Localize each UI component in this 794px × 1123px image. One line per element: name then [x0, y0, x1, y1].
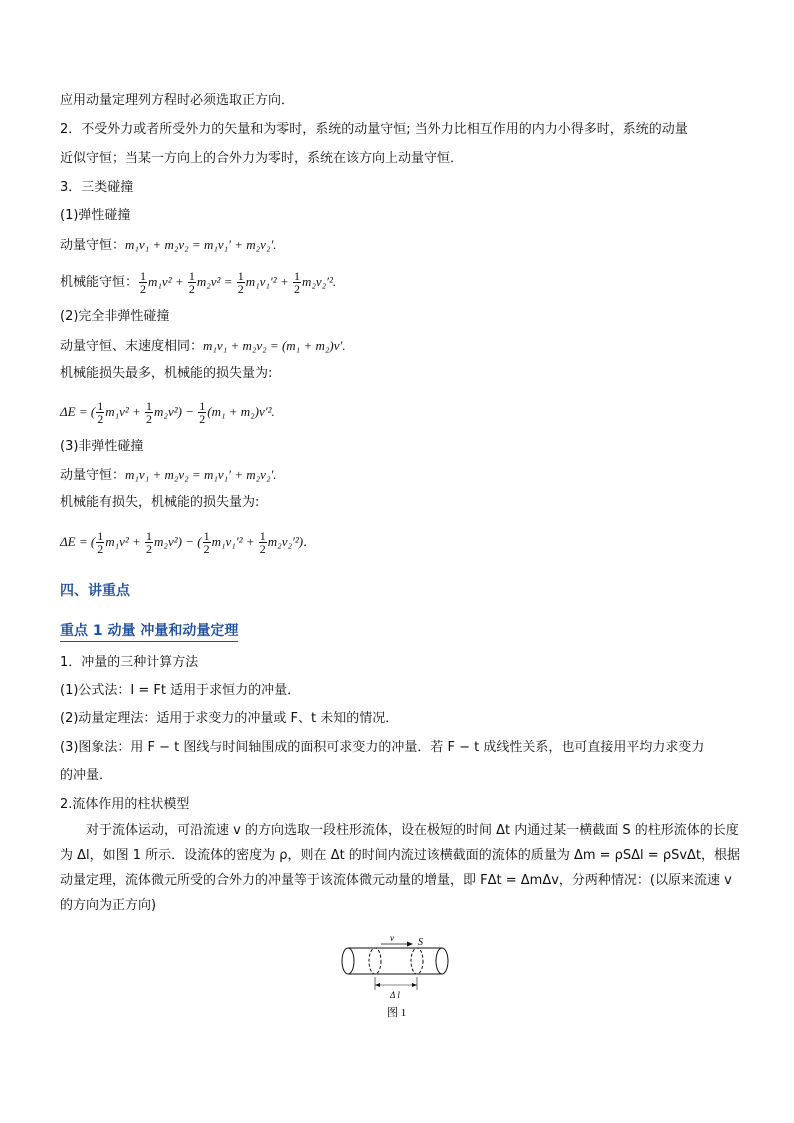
label: 动量守恒、末速度相同：: [60, 339, 204, 354]
velocity-arrowhead: [407, 942, 413, 947]
cylinder-figure: [335, 930, 460, 1020]
figure-caption: 图 1: [387, 1007, 407, 1019]
energy-loss-max-line: ΔE = ( $\frac{1}{2}$ m₁v² + $\frac{1}{2}$ m₂v²) − $\frac{1}{2}$ (m₁ + m₂)v′².: [60, 399, 275, 426]
text-line: (3)非弹性碰撞: [60, 439, 144, 454]
fraction: $\frac{1}{2}$: [203, 529, 210, 556]
text-line: 2.流体作用的柱状模型: [60, 797, 190, 812]
text-line: (1)公式法：I = Ft 适用于求恒力的冲量．: [60, 683, 301, 698]
section-end-dashed: [411, 948, 423, 974]
text-line: 3．三类碰撞: [60, 180, 134, 195]
cylinder-right-end: [436, 948, 448, 974]
fraction: $\frac{1}{2}$: [146, 399, 153, 426]
text-line: 近似守恒；当某一方向上的合外力为零时，系统在该方向上动量守恒．: [60, 151, 464, 166]
fraction: $\frac{1}{2}$: [97, 529, 104, 556]
fluid-paragraph: 对于流体运动，可沿流速 v 的方向选取一段柱形流体，设在极短的时间 Δt 内通过某一横截面 S 的柱形流体的长度为 Δl，如图 1 所示．设流体的密度为 ρ，则在 Δt 的时间内流过该横截面的流体的质量为 Δm = ρSΔl = ρSvΔt，根据动量定理，流体微元所受的合外力的冲量等于该流体微元动量的增量，即 FΔt = ΔmΔv，分两种情况：(以原来流速 v 的方向为正方向): [60, 823, 741, 913]
key-point-heading: 重点 1 动量 冲量和动量定理: [60, 620, 238, 642]
velocity-label: v: [390, 933, 394, 943]
text-line: (1)弹性碰撞: [60, 208, 131, 223]
label: 动量守恒：: [60, 238, 126, 253]
equation: m₁v₁ + m₂v₂ = m₁v₁′ + m₂v₂′.: [125, 467, 277, 482]
momentum-common-velocity-line: [60, 337, 346, 356]
text-line: (3)图象法：用 F − t 图线与时间轴围成的面积可求变力的冲量．若 F − t 成线性关系，也可直接用平均力求变力: [60, 740, 705, 755]
equation: m₁v₁ + m₂v₂ = m₁v₁′ + m₂v₂′.: [125, 237, 277, 252]
text-line: (2)动量定理法：适用于求变力的冲量或 F、t 未知的情况．: [60, 711, 399, 726]
text-line: 的冲量．: [60, 768, 113, 783]
area-label: S: [418, 937, 423, 948]
text-line: 2．不受外力或者所受外力的矢量和为零时，系统的动量守恒; 当外力比相互作用的内力小得多时，系统的动量: [60, 122, 688, 137]
fraction: $\frac{1}{2}$: [259, 529, 266, 556]
text-line: 机械能损失最多，机械能的损失量为:: [60, 366, 273, 381]
length-label: Δ l: [390, 990, 400, 1000]
text-line: 应用动量定理列方程时必须选取正方向．: [60, 93, 295, 108]
fraction: $\frac{1}{2}$: [188, 269, 195, 296]
label: 动量守恒：: [60, 468, 126, 483]
fraction: $\frac{1}{2}$: [146, 529, 153, 556]
fraction: $\frac{1}{2}$: [97, 399, 104, 426]
fraction: $\frac{1}{2}$: [140, 269, 147, 296]
section-heading: 四、讲重点: [60, 583, 130, 599]
text-line: 1．冲量的三种计算方法: [60, 655, 199, 670]
energy-loss-line: ΔE = ( $\frac{1}{2}$ m₁v² + $\frac{1}{2}$ m₂v²) − ( $\frac{1}{2}$ m₁v₁′² + $\frac{1}{2}$ m₂v₂′²)．: [60, 529, 317, 556]
fraction: $\frac{1}{2}$: [237, 269, 244, 296]
momentum-conservation-line: [60, 466, 277, 485]
equation: m₁v₁ + m₂v₂ = (m₁ + m₂)v′.: [203, 338, 346, 353]
label: 机械能守恒：: [60, 275, 139, 290]
section-start-dashed: [369, 948, 381, 974]
text-line: (2)完全非弹性碰撞: [60, 309, 170, 324]
fraction: $\frac{1}{2}$: [199, 399, 206, 426]
momentum-conservation-line: [60, 236, 277, 255]
cylinder-left-end: [342, 948, 354, 974]
fraction: $\frac{1}{2}$: [293, 269, 300, 296]
text-line: 机械能有损失，机械能的损失量为:: [60, 495, 260, 510]
energy-conservation-line: 机械能守恒： $\frac{1}{2}$ m₁v² + $\frac{1}{2}$ m₂v² = $\frac{1}{2}$ m₁v₁′² + $\frac{1}{2}$ m₂v₂′².: [60, 269, 337, 296]
